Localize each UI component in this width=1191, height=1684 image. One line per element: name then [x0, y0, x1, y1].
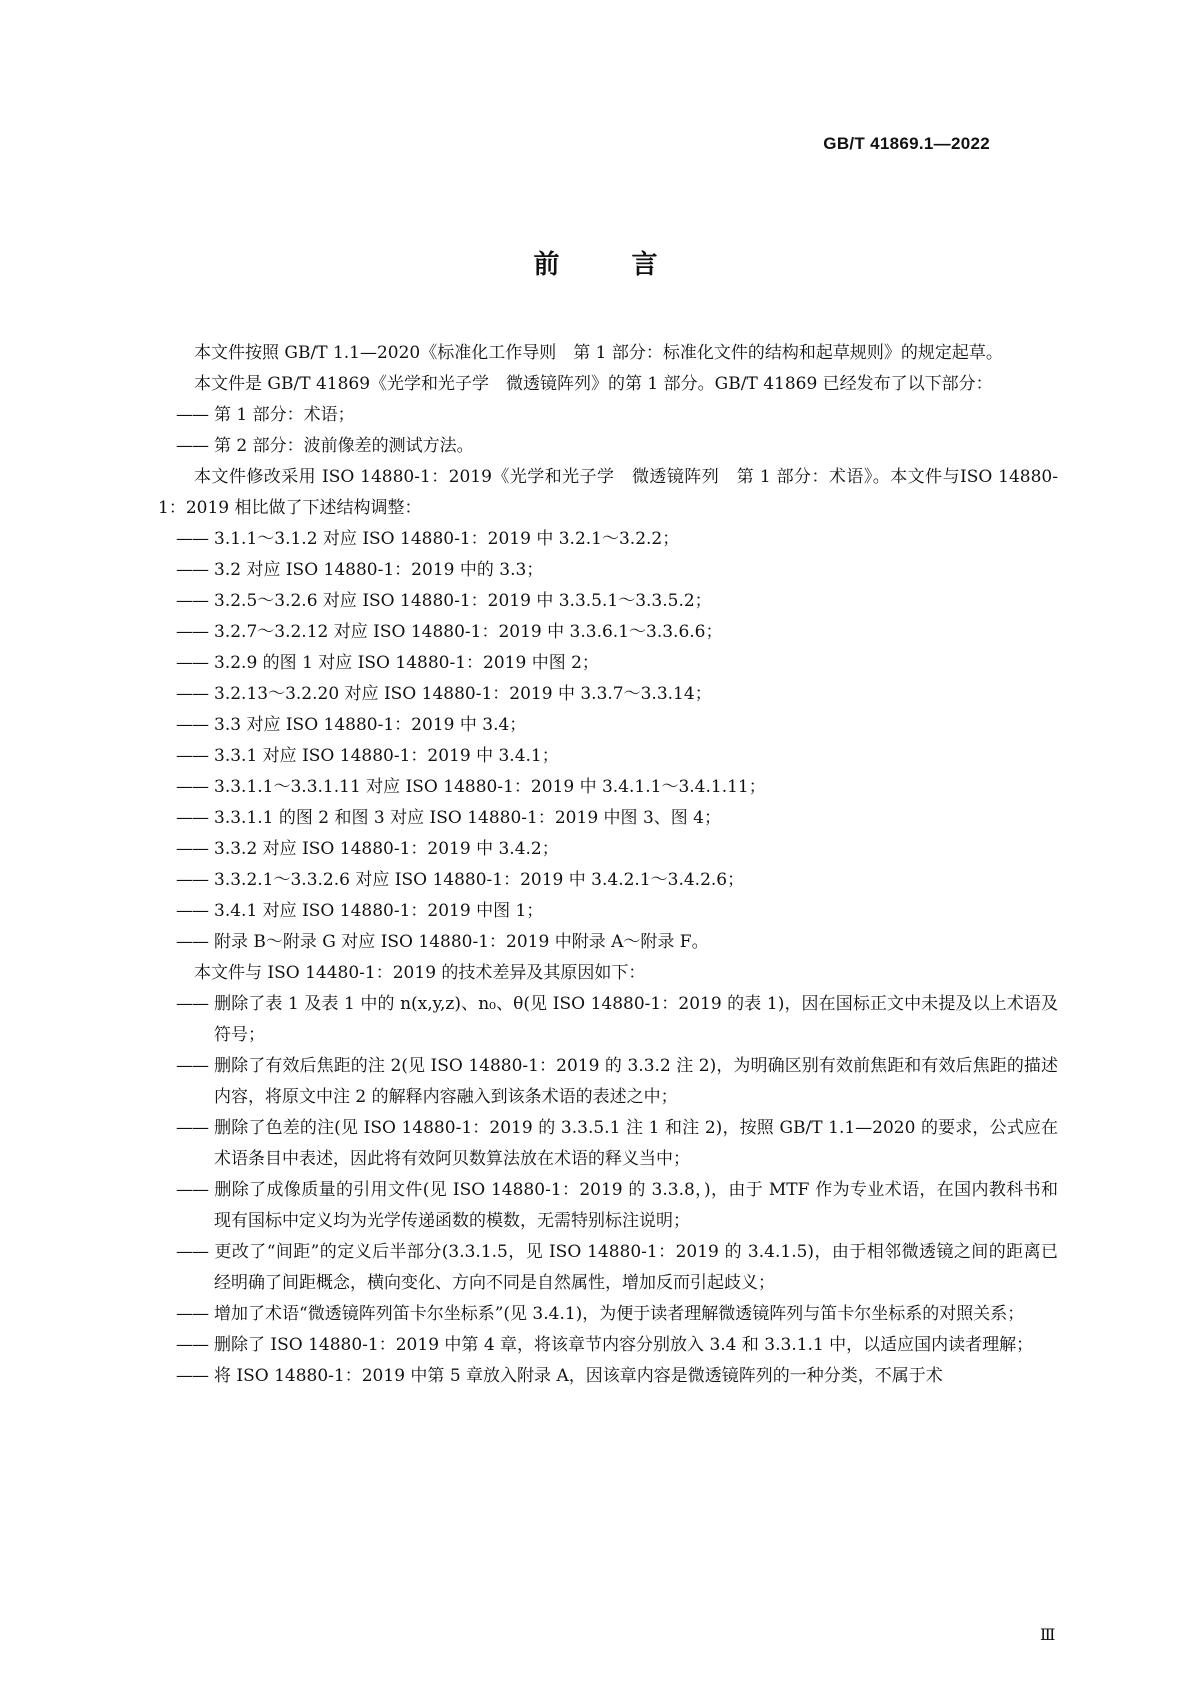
list-item-text: 3.2.9 的图 1 对应 ISO 14880-1：2019 中图 2；: [214, 653, 599, 673]
list-item: [158, 865, 1058, 896]
paragraph-adoption: 本文件修改采用 ISO 14880-1：2019《光学和光子学 微透镜阵列 第 1 部分：术语》。本文件与ISO 14880-1：2019 相比做了下述结构调整：: [158, 467, 1058, 518]
list-dash: ——: [176, 1242, 208, 1262]
list-item: [158, 1237, 1058, 1299]
list-item: [158, 834, 1058, 865]
list-dash: ——: [176, 591, 208, 611]
title-char-2: 言: [631, 250, 658, 280]
list-item-text: 删除了成像质量的引用文件(见 ISO 14880-1：2019 的 3.3.8，)，由于 MTF 作为专业术语，在国内教科书和现有国标中定义均为光学传递函数的模数，无需特别标注说明；: [214, 1180, 1058, 1231]
list-dash: ——: [176, 715, 208, 735]
list-item-text: 3.3.1.1 的图 2 和图 3 对应 ISO 14880-1：2019 中图 3、图 4；: [214, 808, 721, 828]
list-item: [158, 586, 1058, 617]
page-title: [0, 244, 1191, 281]
list-item: [158, 679, 1058, 710]
list-item-text: 删除了 ISO 14880-1：2019 中第 4 章，将该章节内容分别放入 3.4 和 3.3.1.1 中，以适应国内读者理解；: [214, 1335, 1034, 1355]
list-dash: ——: [176, 932, 208, 952]
list-dash: ——: [176, 436, 208, 456]
list-item: [158, 617, 1058, 648]
list-dash: ——: [176, 684, 208, 704]
list-dash: ——: [176, 1118, 208, 1138]
list-dash: ——: [176, 994, 208, 1014]
list-item: [158, 1051, 1058, 1113]
list-item: [158, 1361, 1058, 1392]
list-item-text: 3.3.1.1～3.3.1.11 对应 ISO 14880-1：2019 中 3.4.1.1～3.4.1.11；: [214, 777, 766, 797]
list-item-text: 删除了有效后焦距的注 2(见 ISO 14880-1：2019 的 3.3.2 注 2)，为明确区别有效前焦距和有效后焦距的描述内容，将原文中注 2 的解释内容融入到该条术语的表述之中；: [214, 1056, 1058, 1107]
list-item-text: 增加了术语“微透镜阵列笛卡尔坐标系”(见 3.4.1)，为便于读者理解微透镜阵列与笛卡尔坐标系的对照关系；: [214, 1304, 1025, 1324]
list-item-text: 3.3.2 对应 ISO 14880-1：2019 中 3.4.2；: [214, 839, 559, 859]
list-item: [158, 989, 1058, 1051]
list-dash: ——: [176, 529, 208, 549]
list-dash: ——: [176, 870, 208, 890]
list-item: [158, 741, 1058, 772]
list-dash: ——: [176, 901, 208, 921]
list-dash: ——: [176, 1304, 208, 1324]
list-dash: ——: [176, 622, 208, 642]
list-item-text: 附录 B～附录 G 对应 ISO 14880-1：2019 中附录 A～附录 F。: [214, 932, 709, 952]
foreword-body: [158, 338, 1058, 1392]
list-item: [158, 555, 1058, 586]
list-item-text: 3.4.1 对应 ISO 14880-1：2019 中图 1；: [214, 901, 544, 921]
list-item-text: 3.2 对应 ISO 14880-1：2019 中的 3.3；: [214, 560, 544, 580]
list-item-text: 将 ISO 14880-1：2019 中第 5 章放入附录 A，因该章内容是微透镜阵列的一种分类，不属于术: [214, 1366, 943, 1386]
list-item: [158, 927, 1058, 958]
list-dash: ——: [176, 653, 208, 673]
paragraph-differences: 本文件与 ISO 14480-1：2019 的技术差异及其原因如下：: [194, 963, 646, 983]
list-dash: ——: [176, 839, 208, 859]
list-item: [158, 1299, 1058, 1330]
list-item: [158, 896, 1058, 927]
list-item: [158, 803, 1058, 834]
standard-number: GB/T 41869.1—2022: [823, 134, 990, 153]
list-item-text: 3.2.13～3.2.20 对应 ISO 14880-1：2019 中 3.3.7～3.3.14；: [214, 684, 712, 704]
list-item-text: 第 1 部分：术语；: [214, 405, 355, 425]
list-item: [158, 772, 1058, 803]
list-dash: ——: [176, 808, 208, 828]
list-dash: ——: [176, 1335, 208, 1355]
page-number: Ⅲ: [1040, 1625, 1056, 1644]
differences-list: [158, 989, 1058, 1392]
list-item: [158, 648, 1058, 679]
title-char-1: 前: [533, 250, 560, 280]
list-item: [158, 400, 1058, 431]
list-item-text: 3.3 对应 ISO 14880-1：2019 中 3.4；: [214, 715, 527, 735]
list-item-text: 3.2.7～3.2.12 对应 ISO 14880-1：2019 中 3.3.6.1～3.3.6.6；: [214, 622, 723, 642]
list-item: [158, 431, 1058, 462]
list-dash: ——: [176, 560, 208, 580]
list-item-text: 3.1.1～3.1.2 对应 ISO 14880-1：2019 中 3.2.1～3.2.2；: [214, 529, 680, 549]
parts-list: [158, 400, 1058, 462]
list-dash: ——: [176, 1180, 208, 1200]
list-dash: ——: [176, 405, 208, 425]
list-item: [158, 1113, 1058, 1175]
list-item-text: 删除了色差的注(见 ISO 14880-1：2019 的 3.3.5.1 注 1 和注 2)，按照 GB/T 1.1—2020 的要求，公式应在术语条目中表述，因此将有效阿贝数算法放在术语的释义当中；: [214, 1118, 1058, 1169]
paragraph-series-intro: 本文件是 GB/T 41869《光学和光子学 微透镜阵列》的第 1 部分。GB/T 41869 已经发布了以下部分：: [194, 374, 993, 394]
paragraph-drafting-rules: 本文件按照 GB/T 1.1—2020《标准化工作导则 第 1 部分：标准化文件的结构和起草规则》的规定起草。: [194, 343, 1003, 363]
list-item-text: 更改了“间距”的定义后半部分(3.3.1.5，见 ISO 14880-1：2019 的 3.4.1.5)，由于相邻微透镜之间的距离已经明确了间距概念，横向变化、方向不同是自然属性，增加反而引起歧义；: [214, 1242, 1058, 1293]
list-dash: ——: [176, 777, 208, 797]
structure-list: [158, 524, 1058, 958]
list-item: [158, 524, 1058, 555]
list-dash: ——: [176, 1056, 208, 1076]
list-item: [158, 710, 1058, 741]
list-dash: ——: [176, 746, 208, 766]
list-item: [158, 1175, 1058, 1237]
list-item-text: 3.2.5～3.2.6 对应 ISO 14880-1：2019 中 3.3.5.1～3.3.5.2；: [214, 591, 712, 611]
list-dash: ——: [176, 1366, 208, 1386]
list-item-text: 第 2 部分：波前像差的测试方法。: [214, 436, 474, 456]
list-item-text: 3.3.1 对应 ISO 14880-1：2019 中 3.4.1；: [214, 746, 559, 766]
list-item-text: 3.3.2.1～3.3.2.6 对应 ISO 14880-1：2019 中 3.4.2.1～3.4.2.6；: [214, 870, 745, 890]
list-item: [158, 1330, 1058, 1361]
list-item-text: 删除了表 1 及表 1 中的 n(x,y,z)、n₀、θ(见 ISO 14880-1：2019 的表 1)，因在国标正文中未提及以上术语及符号；: [214, 994, 1058, 1045]
